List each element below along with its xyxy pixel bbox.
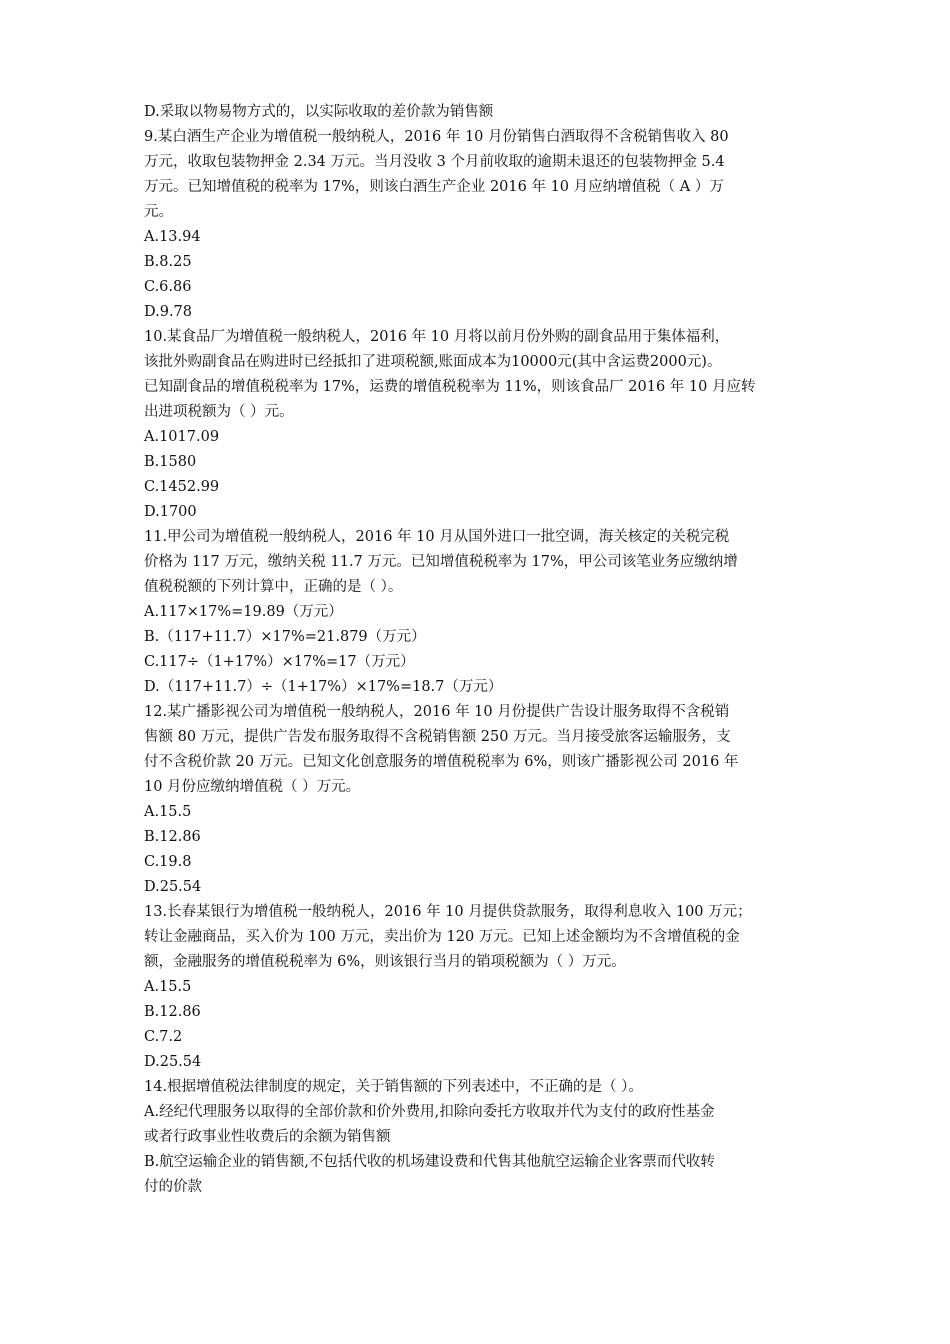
question-14: [144, 1075, 812, 1200]
option-d: D.25.54: [144, 879, 202, 895]
question-text-line: 9.某白酒生产企业为增值税一般纳税人，2016 年 10 月份销售白酒取得不含税销售收入 80: [144, 129, 729, 145]
question-text-line: 出进项税额为（ ）元。: [144, 404, 294, 420]
question-9: [144, 125, 812, 325]
question-text-line: 付不含税价款 20 万元。已知文化创意服务的增值税税率为 6%，则该广播影视公司 2016 年: [144, 754, 739, 770]
question-text-line: 元。: [144, 204, 173, 220]
question-text-line: 转让金融商品，买入价为 100 万元，卖出价为 120 万元。已知上述金额均为不含增值税的金: [144, 929, 740, 945]
question-text-line: 售额 80 万元，提供广告发布服务取得不含税销售额 250 万元。当月接受旅客运输服务，支: [144, 729, 731, 745]
option-a: A.15.5: [144, 979, 192, 995]
option-b: B.1580: [144, 454, 197, 470]
option-c: C.117÷（1+17%）×17%=17（万元）: [144, 654, 415, 670]
question-text-line: 14.根据增值税法律制度的规定，关于销售额的下列表述中，不正确的是（ ）。: [144, 1079, 643, 1095]
option-d: D.9.78: [144, 304, 193, 320]
option-b: B.（117+11.7）×17%=21.879（万元）: [144, 629, 426, 645]
document-page: [144, 100, 812, 1200]
question-text-line: 万元。已知增值税的税率为 17%，则该白酒生产企业 2016 年 10 月应纳增值税（ A ）万: [144, 179, 724, 195]
option-a: A.15.5: [144, 804, 192, 820]
option-a-continued: 或者行政事业性收费后的余额为销售额: [144, 1129, 391, 1145]
option-a: A.13.94: [144, 229, 201, 245]
question-text-line: 11.甲公司为增值税一般纳税人，2016 年 10 月从国外进口一批空调，海关核定的关税完税: [144, 529, 730, 545]
option-c: C.1452.99: [144, 479, 220, 495]
option-b: B.8.25: [144, 254, 192, 270]
question-text-line: 10.某食品厂为增值税一般纳税人，2016 年 10 月将以前月份外购的副食品用于集体福利，: [144, 329, 730, 345]
option-a: A.1017.09: [144, 429, 220, 445]
question-text-line: 10 月份应缴纳增值税（ ）万元。: [144, 779, 361, 795]
question-10: [144, 325, 812, 525]
question-text-line: 值税税额的下列计算中，正确的是（ ）。: [144, 579, 403, 595]
option-a: A.经纪代理服务以取得的全部价款和价外费用,扣除向委托方收取并代为支付的政府性基金: [144, 1104, 715, 1120]
option-b: B.航空运输企业的销售额,不包括代收的机场建设费和代售其他航空运输企业客票而代收转: [144, 1154, 715, 1170]
option-c: C.7.2: [144, 1029, 183, 1045]
option-b: B.12.86: [144, 1004, 201, 1020]
question-text-line: 价格为 117 万元，缴纳关税 11.7 万元。已知增值税税率为 17%，甲公司该笔业务应缴纳增: [144, 554, 738, 570]
question-text-line: 13.长春某银行为增值税一般纳税人，2016 年 10 月提供贷款服务，取得利息收入 100 万元；: [144, 904, 752, 920]
option-line: D.采取以物易物方式的，以实际收取的差价款为销售额: [144, 104, 494, 120]
question-text-line: 该批外购副食品在购进时已经抵扣了进项税额,账面成本为10000元(其中含运费2000元)。: [144, 354, 722, 370]
question-11: [144, 525, 812, 700]
question-text-line: 万元，收取包装物押金 2.34 万元。当月没收 3 个月前收取的逾期未退还的包装物押金 5.4: [144, 154, 725, 170]
option-a: A.117×17%=19.89（万元）: [144, 604, 343, 620]
question-13: [144, 900, 812, 1075]
question-12: [144, 700, 812, 900]
question-text-line: 已知副食品的增值税税率为 17%，运费的增值税税率为 11%，则该食品厂 2016 年 10 月应转: [144, 379, 756, 395]
option-d: D.25.54: [144, 1054, 202, 1070]
question-text-line: 12.某广播影视公司为增值税一般纳税人，2016 年 10 月份提供广告设计服务取得不含税销: [144, 704, 730, 720]
question-text-line: 额，金融服务的增值税税率为 6%，则该银行当月的销项税额为（ ）万元。: [144, 954, 626, 970]
option-c: C.6.86: [144, 279, 192, 295]
option-d: D.（117+11.7）÷（1+17%）×17%=18.7（万元）: [144, 679, 503, 695]
option-c: C.19.8: [144, 854, 192, 870]
option-d: D.1700: [144, 504, 197, 520]
option-b: B.12.86: [144, 829, 201, 845]
option-b-continued: 付的价款: [144, 1179, 202, 1195]
